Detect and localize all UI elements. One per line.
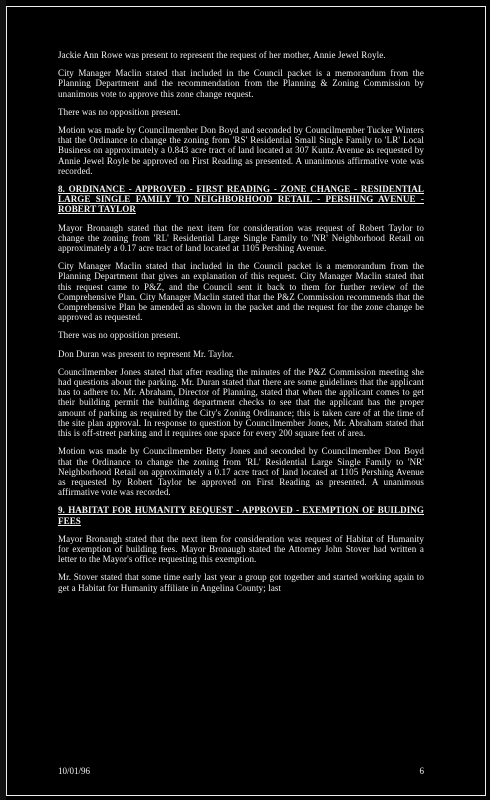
- paragraph-no-opposition-2: There was no opposition present.: [58, 330, 181, 341]
- paragraph-taylor-request: Mayor Bronaugh stated that the next item for consideration was request of Robert Taylor to change the zoning from 'RL' Residential Large Single Family to 'NR' Neighborhood Retail on approximately a 0.17 acre tract of land located at 1105 Pershing Avenue.: [58, 222, 424, 254]
- paragraph-planning-memo: City Manager Maclin stated that included in the Council packet is a memorandum from the Planning Department that gives an explanation of this request. City Manager Maclin stated that this request came to P&Z, and the Council sent it back to them for further review of the Comprehensive Plan. City Manager Maclin stated that the P&Z Commission recommends that the Comprehensive Plan be amended as shown in the packet and the request for the zone change be approved as requested.: [58, 261, 424, 323]
- item-9-heading: 9. HABITAT FOR HUMANITY REQUEST - APPROVED - EXEMPTION OF BUILDING FEES: [58, 505, 424, 526]
- item-8-heading: 8. ORDINANCE - APPROVED - FIRST READING - ZONE CHANGE - RESIDENTIAL LARGE SINGLE FAMILY TO NEIGHBORHOOD RETAIL - PERSHING AVENUE - ROBERT TAYLOR: [58, 184, 424, 215]
- paragraph-motion-taylor: Motion was made by Councilmember Betty Jones and seconded by Councilmember Don Boyd that the Ordinance to change the zoning from 'RL' Residential Large Single Family to 'NR' Neighborhood Retail on approximately a 0.17 acre tract of land located at 1105 Pershing Avenue as requested by Robert Taylor be approved on First Reading as presented. A unanimous affirmative vote was recorded.: [58, 446, 424, 498]
- paragraph-stover-statement: Mr. Stover stated that some time early last year a group got together and started working again to get a Habitat for Humanity affiliate in Angelina County; last: [58, 572, 424, 593]
- paragraph-habitat-request: Mayor Bronaugh stated that the next item for consideration was request of Habitat of Humanity for exemption of building fees. Mayor Bronaugh stated the Attorney John Stover had written a letter to the Mayor's office requesting this exemption.: [58, 533, 424, 565]
- paragraph-no-opposition: There was no opposition present.: [58, 106, 181, 117]
- paragraph-representation: Jackie Ann Rowe was present to represent the request of her mother, Annie Jewel Royle.: [58, 50, 386, 60]
- paragraph-motion-royle: Motion was made by Councilmember Don Boyd and seconded by Councilmember Tucker Winters that the Ordinance to change the zoning from 'RS' Residential Small Single Family to 'LR' Local Business on approximately a 0.843 acre tract of land located at 307 Kuntz Avenue as requested by Annie Jewel Royle be approved on First Reading as presented. A unanimous affirmative vote was recorded.: [58, 125, 424, 176]
- footer-date: 10/01/96: [58, 766, 91, 776]
- page-footer: [58, 766, 424, 776]
- paragraph-city-manager-memo: City Manager Maclin stated that included in the Council packet is a memorandum from the Planning Department and the recommendation from the Planning & Zoning Commission by unanimous vote to approve this zone change request.: [58, 68, 424, 99]
- document-body: [58, 50, 424, 601]
- paragraph-duran-present: Don Duran was present to represent Mr. Taylor.: [58, 348, 235, 359]
- paragraph-parking-discussion: Councilmember Jones stated that after reading the minutes of the P&Z Commission meeting she had questions about the parking. Mr. Duran stated that there are some guidelines that the applicant has to adhere to. Mr. Abraham, Director of Planning, stated that when the applicant comes to get their building permit the building department checks to see that the applicant has the proper amount of parking as required by the City's Zoning Ordinance; this is taken care of at the time of the site plan approval. In response to question by Councilmember Jones, Mr. Abraham stated that this is off-street parking and it requires one space for every 200 square feet of area.: [58, 366, 424, 439]
- footer-page-number: 6: [419, 766, 424, 776]
